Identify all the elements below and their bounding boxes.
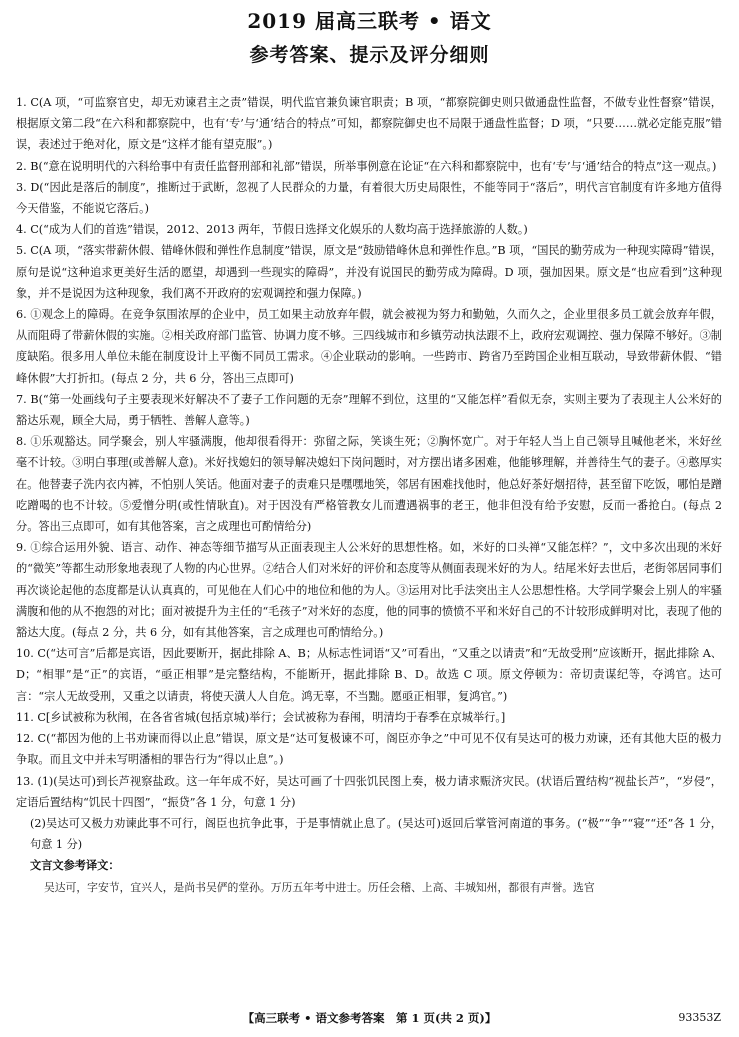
translation-text: 吴达可，字安节，宜兴人，是尚书吴俨的堂孙。万历五年考中进士。历任会稽、上高、丰城知州，都很有声誉。选官 bbox=[44, 880, 595, 894]
answer-list bbox=[16, 92, 722, 898]
answer-item-4: 4. C(“成为人们的首选”错误，2012、2013 两年，节假日选择文化娱乐的人数均高于选择旅游的人数。) bbox=[16, 223, 528, 237]
answer-item-3: 3. D(“因此是落后的制度”，推断过于武断，忽视了人民群众的力量，有着很大历史局限性，不能等同于“落后”，明代言官制度有许多地方值得今天借鉴，不能说它落后。) bbox=[16, 180, 722, 216]
answer-item-5: 5. C(A 项，“落实带薪休假、错峰休假和弹性作息制度”错误，原文是“鼓励错峰休息和弹性作息。”B 项，“国民的勤劳成为一种现实障碍”错误，原句是说“这种追求更美好生活的愿望，却遇到一些现实的障碍”，并没有说国民的勤劳成为障碍。D 项，强加因果。原文是“也应看到”这种现象，并不是说因为这种现象，我们离不开政府的宏观调控和强力保障。) bbox=[16, 244, 722, 300]
answer-item-7: 7. B(“第一处画线句子主要表现米好解决不了妻子工作问题的无奈”理解不到位，这里的“又能怎样”看似无奈，实则主要为了表现主人公米好的豁达乐观，顾全大局，勇于牺牲、善解人意等。) bbox=[16, 392, 722, 428]
document-title: 2019 届高三联考 • 语文 bbox=[247, 9, 492, 33]
translation-heading: 文言文参考译文： bbox=[30, 858, 120, 873]
answer-item-1: 1. C(A 项，“可监察官史，却无劝谏君主之责”错误，明代监官兼负谏官职责；B 项，“都察院御史则只做通盘性监督，不做专业性督察”错误，根据原文第二段“在六科和都察院中，也有‘专’与‘通’结合的特点”可知，都察院御史也不局限于通盘性监督；D 项，“只要……就必定能克服”错误，表述过于绝对化，原文是“这样才能有望克服”。) bbox=[16, 96, 722, 152]
footer-page-info: 【高三联考 • 语文参考答案 第 1 页(共 2 页)】 bbox=[242, 1011, 497, 1025]
footer-doc-code: 93353Z bbox=[678, 1011, 721, 1024]
answer-item-2: 2. B(“意在说明明代的六科给事中有责任监督刑部和礼部”错误，所举事例意在论证“在六科和都察院中，也有‘专’与‘通’结合的特点”这一观点。) bbox=[16, 159, 717, 173]
answer-item-13-2: (2)吴达可又极力劝谏此事不可行，阁臣也抗争此事，于是事情就止息了。(吴达可)返回后掌管河南道的事务。(“极”“争”“寝”“还”各 1 分，句意 1 分) bbox=[30, 816, 722, 852]
page-footer bbox=[0, 1008, 739, 1028]
answer-item-8: 8. ①乐观豁达。同学聚会，别人牢骚满腹，他却很看得开：弥留之际，笑谈生死；②胸怀宽广。对于年轻人当上自己领导且喊他老米，米好丝毫不计较。③明白事理(或善解人意)。米好找媳妇的领导解决媳妇下岗问题时，对方摆出诸多困难，他能够理解，并善待生气的妻子。④憨厚实在。他替妻子洗内衣内裤，不怕别人笑话。他面对妻子的责难只是嘿嘿地笑，邻居有困难找他时，他总好茶好烟招待，甚至留下吃饭，哪怕是蹭吃蹭喝的也不计较。⑤爱憎分明(或性情耿直)。对于因没有严格管教女儿而遭遇祸事的老王，他非但没有给予安慰，反而一番抢白。(每点 2 分。答出三点即可，如有其他答案，言之成理也可酌情给分) bbox=[16, 435, 722, 534]
document-subtitle: 参考答案、提示及评分细则 bbox=[249, 44, 490, 66]
answer-item-11: 11. C[乡试被称为秋闱，在各省省城(包括京城)举行；会试被称为春闱，明清均于春季在京城举行。] bbox=[16, 710, 506, 724]
answer-item-9: 9. ①综合运用外貌、语言、动作、神态等细节描写从正面表现主人公米好的思想性格。如，米好的口头禅“又能怎样？”，文中多次出现的米好的“微笑”等都生动形象地表现了人物的内心世界。②结合人们对米好的评价和态度等从侧面表现米好的为人。结尾米好去世后，老街邻居同事们再次谈论起他的态度都是认认真真的，可见他在人们心中的地位和他的为人。③运用对比手法突出主人公思想性格。大学同学聚会上别人的牢骚满腹和他的从不抱怨的对比；面对被提升为主任的“毛孩子”对米好的态度，他的同事的愤愤不平和米好自己的不计较形成鲜明对比，表现了他的豁达大度。(每点 2 分，共 6 分，如有其他答案，言之成理也可酌情给分。) bbox=[16, 541, 722, 640]
answer-item-12: 12. C(“都因为他的上书劝谏而得以止息”错误，原文是“达可复极谏不可，阁臣亦争之”中可见不仅有吴达可的极力劝谏，还有其他大臣的极力争取。而且文中并未写明潘相的罪告行为“得以止息”。) bbox=[16, 732, 722, 767]
answer-item-13-1: 13. (1)(吴达可)到长芦视察盐政。这一年年成不好，吴达可画了十四张饥民图上奏，极力请求赈济灾民。(状语后置结构“视盐长芦”，“岁侵”，定语后置结构“饥民十四图”，“振贷”各 1 分，句意 1 分) bbox=[16, 774, 722, 809]
answer-item-6: 6. ①观念上的障碍。在竞争氛围浓厚的企业中，员工如果主动放弃年假，就会被视为努力和勤勉，久而久之，企业里很多员工就会放弃年假，从而阻碍了带薪休假的实施。②相关政府部门监管、协调力度不够。三四线城市和乡镇劳动执法跟不上，政府宏观调控、强力保障不够好。③制度缺陷。很多用人单位未能在制度设计上平衡不同员工需求。④企业联动的影响。一些跨市、跨省乃至跨国企业相互联动，导致带薪休假、“错峰休假”大打折扣。(每点 2 分，共 6 分，答出三点即可) bbox=[16, 308, 722, 385]
answer-item-10: 10. C(“达可言”后都是宾语，因此要断开，据此排除 A、B；从标志性词语“又”可看出，“又重之以请责”和“无故受刑”应该断开，据此排除 A、D；“相罪”是“正”的宾语，“亟正相罪”是完整结构，不能断开，据此排除 B、D。故选 C 项。原文停顿为：帝切责谋纪等，夺鸿官。达可言：“宗人无故受刑，又重之以请责，将使天潢人人自危。鸿无辜，不当黜。愿亟正相罪，复鸿官。”) bbox=[16, 647, 722, 703]
